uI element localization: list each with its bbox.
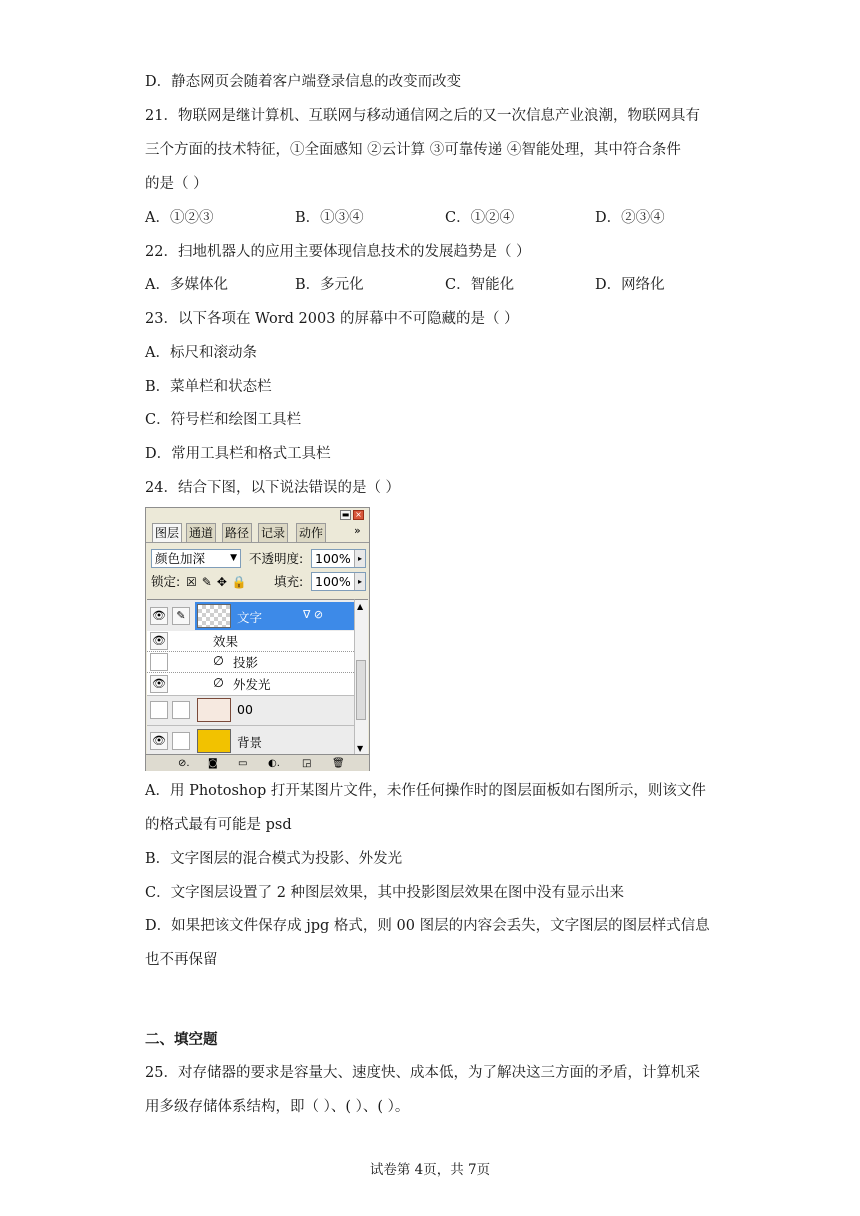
lock-label: 锁定: [151, 574, 181, 589]
opacity-value: 100% [315, 551, 351, 566]
q21-line-1: 21．物联网是继计算机、互联网与移动通信网之后的又一次信息产业浪潮，物联网具有 [145, 108, 700, 124]
fill-label: 填充: [274, 574, 304, 589]
layer-name-background: 背景 [237, 735, 263, 750]
q24-option-a-line-2: 的格式最有可能是 psd [145, 817, 292, 833]
chevron-right-icon[interactable]: ▸ [354, 573, 365, 590]
effect-shadow-label: 投影 [233, 655, 259, 670]
q21-option-d: D．②③④ [595, 210, 665, 226]
layer-thumbnail-00 [197, 698, 231, 722]
tab-channels[interactable]: 通道 [186, 523, 216, 542]
q25-line-2: 用多级存储体系结构，即（ ）、( ）、( ）。 [145, 1099, 410, 1115]
q21-option-b: B．①③④ [295, 210, 364, 226]
tab-paths[interactable]: 路径 [222, 523, 252, 542]
q22-option-a: A．多媒体化 [145, 277, 228, 293]
tab-history[interactable]: 记录 [258, 523, 288, 542]
eye-icon[interactable]: 👁 [150, 732, 168, 750]
q21-options [145, 208, 725, 228]
link-cell[interactable] [172, 701, 190, 719]
q22-option-d: D．网络化 [595, 277, 665, 293]
q22-option-c: C．智能化 [445, 277, 515, 293]
blend-mode-value: 颜色加深 [155, 551, 206, 566]
effect-outer-glow-row[interactable] [147, 672, 354, 695]
q23-stem: 23．以下各项在 Word 2003 的屏幕中不可隐藏的是（ ） [145, 311, 519, 327]
q21-option-a: A．①②③ [145, 210, 214, 226]
layer-row-00[interactable] [147, 695, 354, 724]
new-layer-icon[interactable]: ◲ [302, 758, 312, 769]
link-cell[interactable] [172, 732, 190, 750]
eye-icon[interactable]: 👁 [150, 675, 168, 693]
tab-divider [146, 542, 369, 543]
q24-option-b: B．文字图层的混合模式为投影、外发光 [145, 851, 403, 867]
effect-shadow-row[interactable] [147, 651, 354, 673]
chevron-down-icon[interactable]: ▼ [357, 744, 364, 753]
q20-option-d: D．静态网页会随着客户端登录信息的改变而改变 [145, 74, 462, 90]
q23-option-d: D．常用工具栏和格式工具栏 [145, 446, 331, 462]
layer-row-text[interactable] [147, 602, 354, 630]
q23-option-b: B．菜单栏和状态栏 [145, 379, 272, 395]
add-style-icon[interactable]: ⊘. [178, 758, 190, 769]
chevron-up-icon[interactable]: ▲ [357, 602, 364, 611]
q24-option-d-line-2: 也不再保留 [145, 952, 218, 968]
minimize-icon[interactable]: ▬ [341, 510, 350, 519]
layer-name-text: 文字 [237, 610, 263, 625]
q24-stem: 24．结合下图，以下说法错误的是（ ） [145, 480, 401, 496]
q22-options [145, 275, 725, 295]
add-mask-icon[interactable]: ◙ [208, 758, 218, 769]
chevron-down-icon: ▼ [230, 553, 237, 563]
layers-list [147, 599, 354, 755]
new-group-icon[interactable]: ▭ [238, 758, 248, 769]
scrollbar-thumb[interactable] [356, 660, 366, 720]
layer-thumbnail-background [197, 729, 231, 753]
layers-scrollbar[interactable] [354, 599, 368, 755]
panel-bottom-toolbar [146, 754, 369, 771]
q21-line-3: 的是（ ） [145, 176, 208, 192]
panel-titlebar [146, 508, 369, 522]
fx-icon[interactable]: ∇ ⊘ [303, 608, 324, 621]
effects-row[interactable] [147, 631, 354, 651]
layer-name-00: 00 [237, 702, 253, 717]
blend-mode-select[interactable] [151, 549, 241, 568]
adjustment-layer-icon[interactable]: ◐. [268, 758, 280, 769]
effects-label: 效果 [213, 634, 239, 649]
page-footer: 试卷第 4页，共 7页 [369, 1162, 491, 1178]
q21-option-c: C．①②④ [445, 210, 515, 226]
brush-link-icon[interactable]: ✎ [172, 607, 190, 625]
tab-layers[interactable]: 图层 [152, 523, 182, 542]
q25-line-1: 25．对存储器的要求是容量大、速度快、成本低，为了解决这三方面的矛盾，计算机采 [145, 1065, 700, 1081]
eye-hidden-cell[interactable] [150, 653, 168, 671]
q23-option-a: A．标尺和滚动条 [145, 345, 257, 361]
eye-hidden-cell[interactable] [150, 701, 168, 719]
q22-stem: 22．扫地机器人的应用主要体现信息技术的发展趋势是（ ） [145, 244, 531, 260]
effect-outer-glow-label: 外发光 [233, 677, 271, 692]
fx-circle-icon: ∅ [213, 653, 224, 668]
q24-option-c: C．文字图层设置了 2 种图层效果，其中投影图层效果在图中没有显示出来 [145, 885, 625, 901]
close-icon[interactable]: × [353, 510, 364, 520]
photoshop-layers-panel [145, 507, 370, 771]
trash-icon[interactable]: 🗑 [332, 758, 345, 769]
layer-thumbnail-text [197, 604, 231, 628]
panel-menu-icon[interactable]: » [354, 524, 361, 537]
q21-line-2: 三个方面的技术特征，①全面感知 ②云计算 ③可靠传递 ④智能处理，其中符合条件 [145, 142, 681, 158]
fx-circle-icon: ∅ [213, 675, 224, 690]
eye-icon[interactable]: 👁 [150, 607, 168, 625]
fill-value: 100% [315, 574, 351, 589]
fill-input[interactable] [311, 572, 366, 591]
eye-icon[interactable]: 👁 [150, 632, 168, 650]
panel-tabs [150, 523, 365, 542]
layer-row-background[interactable] [147, 725, 354, 755]
opacity-input[interactable] [311, 549, 366, 568]
opacity-label: 不透明度: [249, 551, 304, 566]
tab-actions[interactable]: 动作 [296, 523, 326, 542]
q24-option-d-line-1: D．如果把该文件保存成 jpg 格式，则 00 图层的内容会丢失，文字图层的图层样式信息 [145, 918, 710, 934]
q24-option-a-line-1: A．用 Photoshop 打开某图片文件，未作任何操作时的图层面板如右图所示，则该文件 [145, 783, 706, 799]
lock-icons[interactable]: ☒✎✥🔒 [186, 575, 252, 589]
section-heading-fill-in: 二、填空题 [145, 1031, 218, 1048]
q23-option-c: C．符号栏和绘图工具栏 [145, 412, 302, 428]
chevron-right-icon[interactable]: ▸ [354, 550, 365, 567]
q22-option-b: B．多元化 [295, 277, 364, 293]
